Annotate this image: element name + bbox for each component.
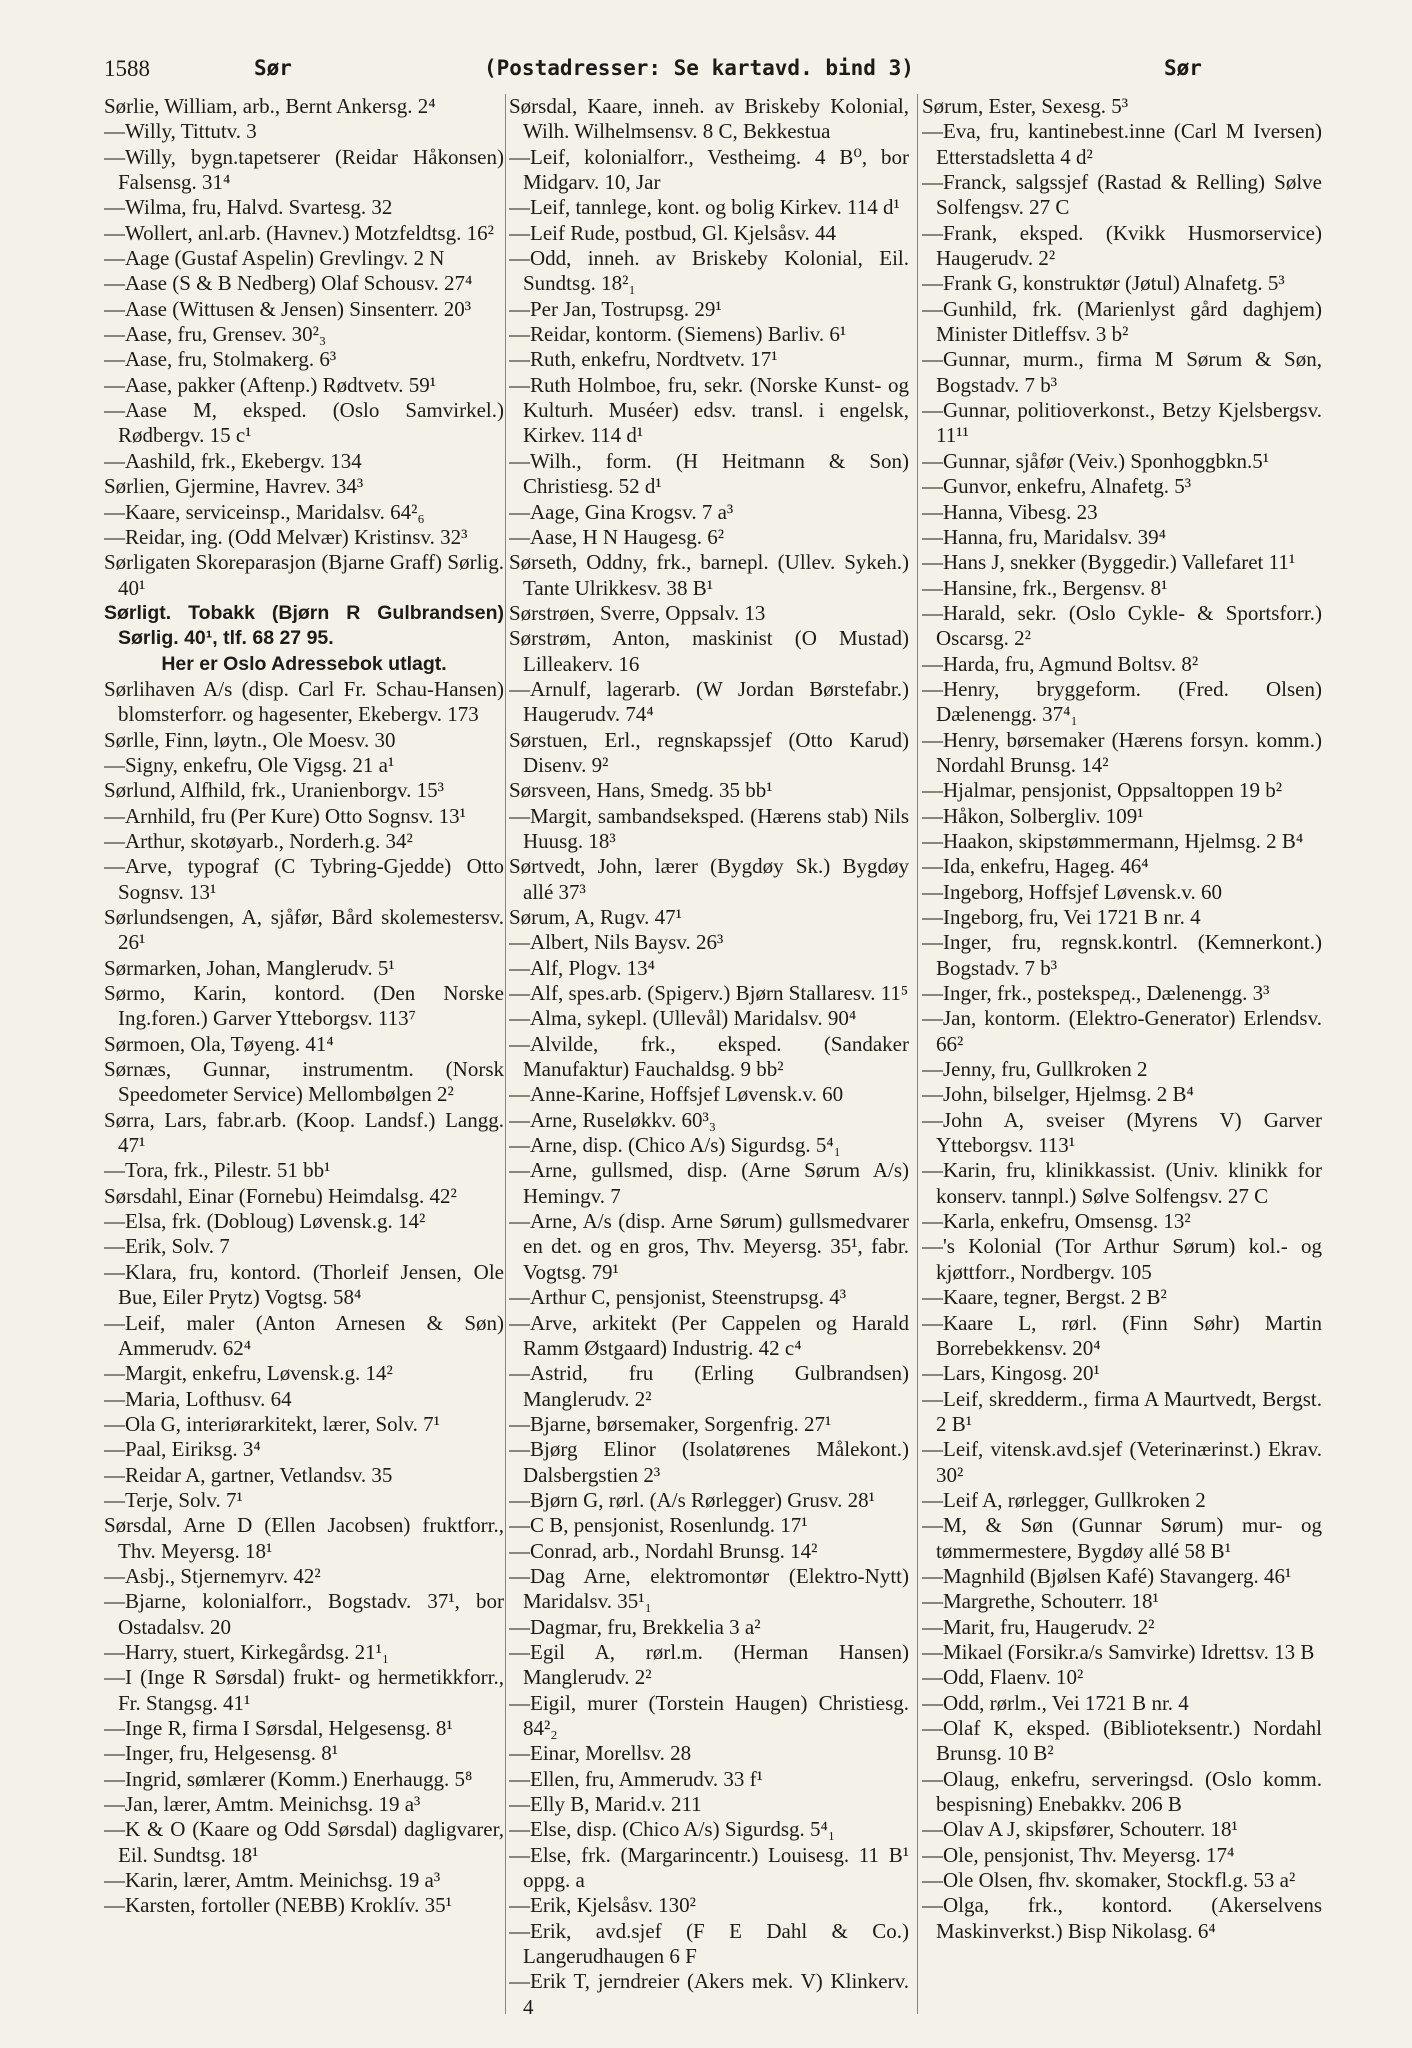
directory-entry: —Kaare, serviceinsp., Maridalsv. 64²₆ (104, 499, 425, 524)
directory-entry: —C B, pensjonist, Rosenlundg. 17¹ (509, 1513, 808, 1538)
directory-entry: —Anne-Karine, Hoffsjef Løvensk.v. 60 (509, 1082, 844, 1107)
directory-entry: —Harry, stuert, Kirkegårdsg. 21¹₁ (104, 1639, 390, 1664)
directory-entry: —John A, sveiser (Myrens V) Garver Ytteborgsv. 113¹ (922, 1107, 1322, 1158)
directory-entry: Sørlie, William, arb., Bernt Ankersg. 2⁴ (104, 94, 436, 118)
directory-entry: —Gunvor, enkefru, Alnafetg. 5³ (922, 474, 1192, 499)
directory-entry: —Leif Rude, postbud, Gl. Kjelsåsv. 44 (509, 220, 837, 245)
directory-entry: —Kaare L, rørl. (Finn Søhr) Martin Borrebekkensv. 20⁴ (922, 1310, 1322, 1360)
header-left-keyword: Sør (254, 56, 292, 80)
directory-entry: —Arne, Ruseløkkv. 60³₃ (509, 1107, 717, 1132)
directory-entry: —Harald, sekr. (Oslo Cykle- & Sportsforr.) Oscarsg. 2² (922, 600, 1322, 651)
directory-entry: —Jenny, fru, Gullkroken 2 (922, 1057, 1148, 1082)
directory-entry: —Erik T, jerndreier (Akers mek. V) Klinkerv. 4 (509, 1969, 909, 2019)
directory-entry: —Else, frk. (Margarincentr.) Louisesg. 11 B¹ oppg. a (509, 1842, 909, 1893)
directory-entry: —Ruth Holmboe, fru, sekr. (Norske Kunst- og Kulturh. Muséer) edsv. transl. i engelsk, Kirkev. 114 d¹ (509, 372, 909, 448)
directory-entry: —Franck, salgssjef (Rastad & Relling) Sølve Solfengsv. 27 C (922, 170, 1322, 220)
directory-entry: Sørum, Ester, Sexesg. 5³ (922, 94, 1129, 118)
directory-entry: —Arve, typograf (C Tybring-Gjedde) Otto Sognsv. 13¹ (104, 854, 504, 904)
directory-entry: —Hanna, Vibesg. 23 (922, 499, 1098, 524)
directory-entry: Sørstrøm, Anton, maskinist (O Mustad) Lilleakerv. 16 (509, 626, 909, 676)
directory-entry: Sørlihaven A/s (disp. Carl Fr. Schau-Hansen) blomsterforr. og hagesenter, Ekebergv. 173 (104, 676, 504, 727)
directory-entry: —Aase M, eksped. (Oslo Samvirkel.) Rødbergv. 15 c¹ (104, 398, 504, 448)
directory-entry: —Frank G, konstruktør (Jøtul) Alnafetg. 5³ (922, 271, 1285, 296)
directory-entry: —Arnulf, lagerarb. (W Jordan Børstefabr.) Haugerudv. 74⁴ (509, 676, 909, 727)
directory-entry: —Gunhild, frk. (Marienlyst gård daghjem) Minister Ditleffsv. 3 b² (922, 296, 1322, 347)
header-center-note: (Postadresser: Se kartavd. bind 3) (484, 56, 914, 80)
directory-entry: —Erik, Kjelsåsv. 130² (509, 1893, 696, 1918)
directory-entry: —Arne, disp. (Chico A/s) Sigurdsg. 5⁴₁ (509, 1133, 841, 1158)
directory-entry: —Reidar, ing. (Odd Melvær) Kristinsv. 32³ (104, 524, 468, 549)
directory-entry: —Egil A, rørl.m. (Herman Hansen) Manglerudv. 2² (509, 1639, 909, 1690)
directory-entry: —Leif, tannlege, kont. og bolig Kirkev. 114 d¹ (509, 195, 900, 220)
directory-entry: —Karin, lærer, Amtm. Meinichsg. 19 a³ (104, 1868, 441, 1893)
directory-entry: —Lars, Kingosg. 20¹ (922, 1361, 1100, 1386)
directory-entry: —Olaug, enkefru, serveringsd. (Oslo komm. bespisning) Enebakkv. 206 B (922, 1766, 1322, 1817)
directory-entry: —Erik, Solv. 7 (104, 1234, 230, 1259)
directory-entry: —Ruth, enkefru, Nordtvetv. 17¹ (509, 347, 778, 372)
header-right-keyword: Sør (1164, 56, 1202, 80)
directory-entry: —Leif, kolonialforr., Vestheimg. 4 B⁰, bor Midgarv. 10, Jar (509, 144, 909, 195)
directory-entry: —Alma, sykepl. (Ullevål) Maridalsv. 90⁴ (509, 1006, 857, 1031)
directory-entry: —Bjarne, børsemaker, Sorgenfrig. 27¹ (509, 1411, 832, 1436)
directory-entry: —Karla, enkefru, Omsensg. 13² (922, 1209, 1191, 1234)
directory-entry: —Dag Arne, elektromontør (Elektro-Nytt) Maridalsv. 35¹₁ (509, 1563, 909, 1614)
directory-entry: Sørmo, Karin, kontord. (Den Norske Ing.foren.) Garver Ytteborgsv. 113⁷ (104, 981, 504, 1031)
directory-entry: —Dagmar, fru, Brekkelia 3 a² (509, 1614, 761, 1639)
directory-entry: —Frank, eksped. (Kvikk Husmorservice) Haugerudv. 2² (922, 220, 1322, 271)
directory-entry: —Reidar A, gartner, Vetlandsv. 35 (104, 1462, 393, 1487)
directory-entry: —Olga, frk., kontord. (Akerselvens Maskinverkst.) Bisp Nikolasg. 6⁴ (922, 1893, 1322, 1943)
directory-entry: —Wollert, anl.arb. (Havnev.) Motzfeldtsg. 16² (104, 220, 494, 245)
directory-entry: —Maria, Lofthusv. 64 (104, 1386, 292, 1411)
directory-entry: Sørra, Lars, fabr.arb. (Koop. Landsf.) Langg. 47¹ (104, 1107, 504, 1158)
directory-entry: Sørseth, Oddny, frk., barnepl. (Ullev. Sykeh.) Tante Ulrikkesv. 38 B¹ (509, 550, 909, 600)
directory-entry: —Arthur C, pensjonist, Steenstrupsg. 4³ (509, 1285, 847, 1310)
directory-entry: —Inge R, firma I Sørsdal, Helgesensg. 8¹ (104, 1716, 453, 1740)
directory-entry: —Arthur, skotøyarb., Norderh.g. 34² (104, 828, 413, 853)
column-divider (505, 94, 506, 2014)
directory-entry: —Arve, arkitekt (Per Cappelen og Harald Ramm Østgaard) Industrig. 42 c⁴ (509, 1310, 909, 1360)
directory-entry: —Inger, fru, regnsk.kontrl. (Kemnerkont.) Bogstadv. 7 b³ (922, 930, 1322, 980)
directory-entry: —Alvilde, frk., eksped. (Sandaker Manufaktur) Fauchaldsg. 9 bb² (509, 1031, 909, 1082)
directory-entry: —Leif, skredderm., firma A Maurtvedt, Bergst. 2 B¹ (922, 1386, 1322, 1436)
directory-entry: Sørmarken, Johan, Manglerudv. 5¹ (104, 955, 395, 980)
directory-entry: —Margrethe, Schouterr. 18¹ (922, 1589, 1159, 1614)
directory-entry: —K & O (Kaare og Odd Sørsdal) dagligvarer, Eil. Sundtsg. 18¹ (104, 1817, 504, 1867)
directory-entry: —Aase, H N Haugesg. 6² (509, 524, 725, 549)
directory-entry: —Elsa, frk. (Dobloug) Løvensk.g. 14² (104, 1209, 426, 1234)
directory-entry: —Aase, fru, Grensev. 30²₃ (104, 322, 327, 347)
directory-entry: —Bjørn G, rørl. (A/s Rørlegger) Grusv. 28¹ (509, 1487, 875, 1512)
directory-entry: —Ida, enkefru, Hageg. 46⁴ (922, 854, 1149, 879)
directory-entry: —Klara, fru, kontord. (Thorleif Jensen, Ole Bue, Eiler Prytz) Vogtsg. 58⁴ (104, 1259, 504, 1310)
directory-entry: —Leif, vitensk.avd.sjef (Veterinærinst.) Ekrav. 30² (922, 1437, 1322, 1487)
directory-entry: —Hanna, fru, Maridalsv. 39⁴ (922, 524, 1166, 549)
page-number: 1588 (104, 56, 150, 81)
directory-entry: —Odd, Flaenv. 10² (922, 1665, 1084, 1690)
directory-entry: —Inger, frk., postekspeд., Dælenengg. 3³ (922, 981, 1270, 1006)
directory-entry: —Odd, rørlm., Vei 1721 B nr. 4 (922, 1690, 1189, 1715)
directory-entry: Sørlle, Finn, løytn., Ole Moesv. 30 (104, 727, 396, 752)
directory-entry: —Albert, Nils Baysv. 26³ (509, 930, 724, 955)
directory-entry: —Ola G, interiørarkitekt, lærer, Solv. 7¹ (104, 1411, 440, 1436)
directory-entry: —Arnhild, fru (Per Kure) Otto Sognsv. 13¹ (104, 803, 466, 828)
directory-entry: —Asbj., Stjernemyrv. 42² (104, 1563, 321, 1588)
directory-entry: —M, & Søn (Gunnar Sørum) mur- og tømmermestere, Bygdøy allé 58 B¹ (922, 1513, 1322, 1563)
directory-entry: —Einar, Morellsv. 28 (509, 1741, 692, 1766)
directory-entry: —Alf, Plogv. 13⁴ (509, 955, 655, 980)
directory-entry: —Eigil, murer (Torstein Haugen) Christiesg. 84²₂ (509, 1690, 909, 1740)
directory-entry: —Odd, inneh. av Briskeby Kolonial, Eil. Sundtsg. 18²₁ (509, 246, 909, 296)
directory-entry: Sørlundsengen, A, sjåfør, Bård skolemestersv. 26¹ (104, 905, 504, 955)
directory-entry: Sørsdahl, Einar (Fornebu) Heimdalsg. 42² (104, 1183, 457, 1208)
directory-entry: —Arne, gullsmed, disp. (Arne Sørum A/s) Hemingv. 7 (509, 1158, 909, 1208)
directory-entry: —Reidar, kontorm. (Siemens) Barliv. 6¹ (509, 322, 847, 347)
directory-entry: —Margit, sambandseksped. (Hærens stab) Nils Huusg. 18³ (509, 803, 909, 853)
directory-entry: —Hans J, snekker (Byggedir.) Vallefaret 11¹ (922, 550, 1296, 575)
directory-entry: —Aase, pakker (Aftenp.) Rødtvetv. 59¹ (104, 372, 437, 397)
directory-entry: —Olav A J, skipsfører, Schouterr. 18¹ (922, 1817, 1238, 1842)
directory-entry: —Haakon, skipstømmermann, Hjelmsg. 2 B⁴ (922, 828, 1304, 853)
directory-entry: —Marit, fru, Haugerudv. 2² (922, 1614, 1155, 1639)
directory-entry: —Bjørg Elinor (Isolatørenes Målekont.) Dalsbergstien 2³ (509, 1437, 909, 1487)
directory-entry: Sørlien, Gjermine, Havrev. 34³ (104, 474, 364, 499)
directory-entry: —Ingrid, sømlærer (Komm.) Enerhaugg. 5⁸ (104, 1766, 473, 1791)
directory-entry: —Tora, frk., Pilestr. 51 bb¹ (104, 1158, 331, 1183)
directory-entry: —Olaf K, eksped. (Biblioteksentr.) Nordahl Brunsg. 10 B² (922, 1716, 1322, 1766)
directory-entry: —Inger, fru, Helgesensg. 8¹ (104, 1741, 339, 1766)
directory-entry: —Hansine, frk., Bergensv. 8¹ (922, 575, 1168, 600)
advertisement-entry: Sørligt. Tobakk (Bjørn R Gulbrandsen) Sørlig. 40¹, tlf. 68 27 95. (104, 601, 504, 650)
directory-entry: —Aage, Gina Krogsv. 7 a³ (509, 499, 734, 524)
directory-entry: —Ole Olsen, fhv. skomaker, Stockfl.g. 53 a² (922, 1868, 1296, 1893)
directory-entry: —Bjarne, kolonialforr., Bogstadv. 37¹, bor Ostadalsv. 20 (104, 1589, 504, 1639)
directory-entry: —Hjalmar, pensjonist, Oppsaltoppen 19 b² (922, 778, 1283, 803)
directory-entry: —Aase, fru, Stolmakerg. 6³ (104, 347, 337, 372)
directory-entry: —Aashild, frk., Ekebergv. 134 (104, 448, 362, 473)
directory-entry: —Erik, avd.sjef (F E Dahl & Co.) Langerudhaugen 6 F (509, 1918, 909, 1969)
directory-entry: —Gunnar, murm., firma M Sørum & Søn, Bogstadv. 7 b³ (922, 347, 1322, 397)
page-header (104, 52, 1330, 90)
directory-entry: —Astrid, fru (Erling Gulbrandsen) Manglerudv. 2² (509, 1361, 909, 1411)
directory-entry: —Eva, fru, kantinebest.inne (Carl M Iversen) Etterstadsletta 4 d² (922, 119, 1322, 169)
directory-entry: —Wilma, fru, Halvd. Svartesg. 32 (104, 195, 393, 220)
directory-entry: Sørstuen, Erl., regnskapssjef (Otto Karud) Disenv. 9² (509, 727, 909, 777)
directory-entry: —Aage (Gustaf Aspelin) Grevlingv. 2 N (104, 246, 445, 271)
directory-entry: —Signy, enkefru, Ole Vigsg. 21 a¹ (104, 752, 395, 777)
directory-entry: —Magnhild (Bjølsen Kafé) Stavangerg. 46¹ (922, 1563, 1292, 1588)
directory-entry: Sørstrøen, Sverre, Oppsalv. 13 (509, 600, 766, 625)
directory-entry: —Conrad, arb., Nordahl Brunsg. 14² (509, 1538, 818, 1563)
directory-entry: —Jan, kontorm. (Elektro-Generator) Erlendsv. 66² (922, 1006, 1322, 1056)
directory-entry: —Margit, enkefru, Løvensk.g. 14² (104, 1361, 393, 1386)
directory-entry: —Jan, lærer, Amtm. Meinichsg. 19 a³ (104, 1792, 421, 1817)
directory-entry: —Willy, Tittutv. 3 (104, 119, 257, 144)
directory-entry: Sørsdal, Kaare, inneh. av Briskeby Kolonial, Wilh. Wilhelmsensv. 8 C, Bekkestua (509, 94, 909, 144)
advertisement-note: Her er Oslo Adressebok utlagt. (161, 652, 447, 675)
directory-entry: —Else, disp. (Chico A/s) Sigurdsg. 5⁴₁ (509, 1817, 836, 1842)
directory-entry: —Terje, Solv. 7¹ (104, 1487, 243, 1512)
directory-entry: —Gunnar, sjåfør (Veiv.) Sponhoggbkn.5¹ (922, 448, 1270, 473)
directory-entry: —Leif A, rørlegger, Gullkroken 2 (922, 1487, 1206, 1512)
directory-entry: —Aase (Wittusen & Jensen) Sinsenterr. 20³ (104, 296, 472, 321)
directory-entry: Sørmoen, Ola, Tøyeng. 41⁴ (104, 1031, 334, 1056)
directory-entry: —Harda, fru, Agmund Boltsv. 8² (922, 651, 1199, 676)
directory-entry: Sørligaten Skoreparasjon (Bjarne Graff) Sørlig. 40¹ (104, 550, 504, 600)
column-1 (104, 94, 504, 2024)
directory-entry: Sørnæs, Gunnar, instrumentm. (Norsk Speedometer Service) Mellombølgen 2² (104, 1057, 504, 1107)
directory-entry: —Arne, A/s (disp. Arne Sørum) gullsmedvarer en det. og en gros, Thv. Meyersg. 35¹, fabr. Vogtsg. 79¹ (509, 1209, 909, 1284)
directory-entry: —Paal, Eiriksg. 3⁴ (104, 1437, 261, 1462)
directory-entry: —'s Kolonial (Tor Arthur Sørum) kol.- og kjøttforr., Nordbergv. 105 (922, 1234, 1322, 1284)
directory-entry: —Ole, pensjonist, Thv. Meyersg. 17⁴ (922, 1842, 1235, 1867)
column-3 (922, 94, 1322, 2024)
directory-entry: —Wilh., form. (H Heitmann & Son) Christiesg. 52 d¹ (509, 448, 909, 499)
directory-entry: Sørum, A, Rugv. 47¹ (509, 905, 682, 929)
directory-entry: —Leif, maler (Anton Arnesen & Søn) Ammerudv. 62⁴ (104, 1310, 504, 1360)
directory-entry: —Karin, fru, klinikkassist. (Univ. klinikk for konserv. tannpl.) Sølve Solfengsv. 27 C (922, 1158, 1322, 1208)
directory-entry: —Ellen, fru, Ammerudv. 33 f¹ (509, 1766, 763, 1791)
directory-entry: —Aase (S & B Nedberg) Olaf Schousv. 27⁴ (104, 271, 473, 296)
directory-entry: —Ingeborg, Hoffsjef Løvensk.v. 60 (922, 879, 1222, 904)
directory-entry: —Alf, spes.arb. (Spigerv.) Bjørn Stallaresv. 11⁵ (509, 981, 909, 1006)
directory-entry: —I (Inge R Sørsdal) frukt- og hermetikkforr., Fr. Stangsg. 41¹ (104, 1665, 504, 1715)
column-divider (917, 94, 918, 2014)
column-2 (509, 94, 909, 2024)
directory-entry: —Per Jan, Tostrupsg. 29¹ (509, 296, 722, 321)
directory-entry: —Gunnar, politioverkonst., Betzy Kjelsbergsv. 11¹¹ (922, 398, 1322, 448)
directory-entry: —Ingeborg, fru, Vei 1721 B nr. 4 (922, 905, 1201, 929)
directory-entry: —Mikael (Forsikr.a/s Samvirke) Idrettsv. 13 B (922, 1639, 1315, 1664)
directory-entry: —Håkon, Solbergliv. 109¹ (922, 803, 1144, 828)
directory-entry: —Elly B, Marid.v. 211 (509, 1792, 702, 1817)
directory-entry: —Karsten, fortoller (NEBB) Kroklív. 35¹ (104, 1893, 452, 1918)
directory-entry: —Kaare, tegner, Bergst. 2 B² (922, 1285, 1167, 1310)
directory-entry: —Henry, bryggeform. (Fred. Olsen) Dælenengg. 37⁴₁ (922, 676, 1322, 727)
directory-entry: Sørsveen, Hans, Smedg. 35 bb¹ (509, 778, 773, 803)
directory-entry: —Willy, bygn.tapetserer (Reidar Håkonsen) Falsensg. 31⁴ (104, 144, 504, 195)
directory-entry: Sørlund, Alfhild, frk., Uranienborgv. 15³ (104, 778, 444, 803)
directory-entry: Sørtvedt, John, lærer (Bygdøy Sk.) Bygdøy allé 37³ (509, 854, 909, 904)
directory-entry: —John, bilselger, Hjelmsg. 2 B⁴ (922, 1082, 1194, 1107)
directory-entry: Sørsdal, Arne D (Ellen Jacobsen) fruktforr., Thv. Meyersg. 18¹ (104, 1513, 504, 1563)
directory-entry: —Henry, børsemaker (Hærens forsyn. komm.) Nordahl Brunsg. 14² (922, 727, 1322, 777)
